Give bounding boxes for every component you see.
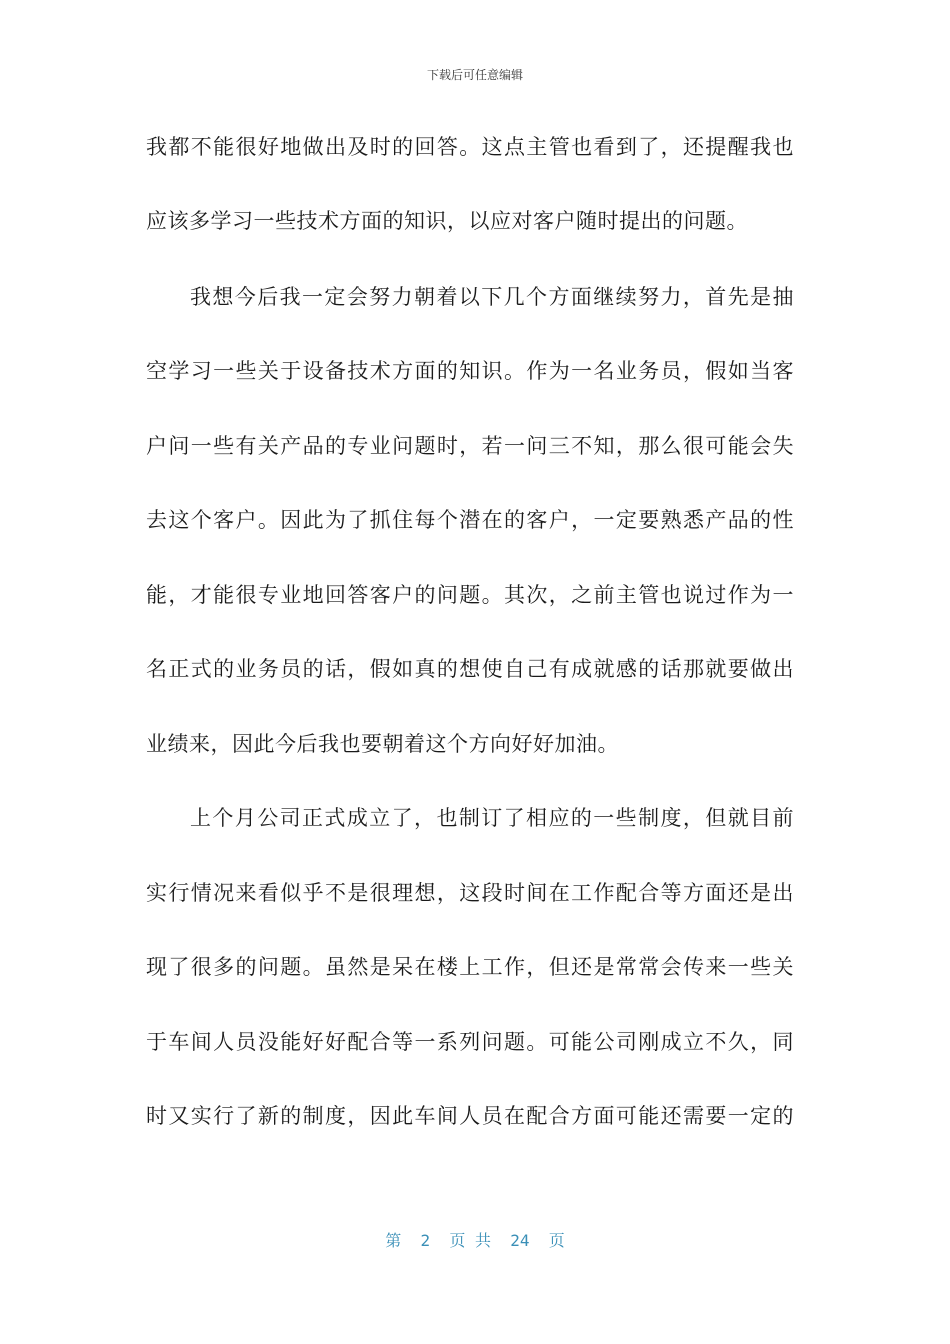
text-line: 能，才能很专业地回答客户的问题。其次，之前主管也说过作为一 [146,583,794,607]
text-line: 现了很多的问题。虽然是呆在楼上工作，但还是常常会传来一些关 [146,955,794,979]
text-line: 时又实行了新的制度，因此车间人员在配合方面可能还需要一定的 [146,1104,794,1128]
text-line: 业绩来，因此今后我也要朝着这个方向好好加油。 [146,732,619,756]
text-line: 名正式的业务员的话，假如真的想使自己有成就感的话那就要做出 [146,657,794,681]
text-line: 应该多学习一些技术方面的知识，以应对客户随时提出的问题。 [146,209,748,233]
text-line: 于车间人员没能好好配合等一系列问题。可能公司刚成立不久，同 [146,1030,794,1054]
text-line: 实行情况来看似乎不是很理想，这段时间在工作配合等方面还是出 [146,881,794,905]
text-line: 我都不能很好地做出及时的回答。这点主管也看到了，还提醒我也 [146,135,794,159]
page-header: 下载后可任意编辑 [426,68,523,82]
text-line: 户问一些有关产品的专业问题时，若一问三不知，那么很可能会失 [146,434,794,458]
text-line: 空学习一些关于设备技术方面的知识。作为一名业务员，假如当客 [146,359,794,383]
page-number-footer: 第 2 页 共 24 页 [385,1231,565,1250]
paragraph-start-line: 上个月公司正式成立了，也制订了相应的一些制度，但就目前 [190,806,794,830]
paragraph-start-line: 我想今后我一定会努力朝着以下几个方面继续努力，首先是抽 [190,285,794,309]
text-line: 去这个客户。因此为了抓住每个潜在的客户，一定要熟悉产品的性 [146,508,794,532]
